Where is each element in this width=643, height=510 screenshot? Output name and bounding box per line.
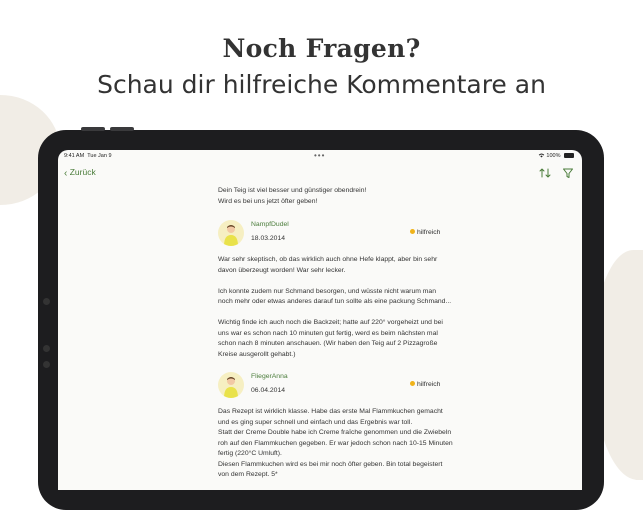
comment-line: roh auf den Flammkuchen gegeben. Er war jedoch schon nach 10-15 Minuten xyxy=(218,439,453,447)
comment-line: uns war es schon nach 10 minuten gut fertig, werd es beim nächsten mal xyxy=(218,329,438,337)
comment-line: Statt der Creme Double habe ich Creme fraîche genommen und die Zwiebeln xyxy=(218,429,452,436)
comment-line: fertig (220°C Umluft). xyxy=(218,450,282,457)
multitasking-dots[interactable]: ••• xyxy=(314,151,326,160)
comment-line: schon nach 8 minuten anschauen. (Wir haben den Teig auf 2 Pizzagroße xyxy=(218,340,438,347)
nav-bar xyxy=(58,164,582,182)
comment-line: Ich konnte zudem nur Schmand besorgen, und wüsste nicht warum man xyxy=(218,287,436,295)
status-right xyxy=(538,153,574,159)
helpful-button[interactable] xyxy=(410,380,440,391)
comment-body xyxy=(218,407,458,481)
comment-list xyxy=(218,186,458,481)
helpful-icon xyxy=(410,229,415,234)
comment-author[interactable]: FliegerAnna xyxy=(251,373,288,380)
sort-icon[interactable] xyxy=(538,166,552,180)
chevron-left-icon: ‹ xyxy=(64,168,68,179)
comment-author[interactable]: NampfDudel xyxy=(251,221,289,228)
status-clock: 9:41 AM xyxy=(64,153,85,159)
status-bar xyxy=(58,150,582,162)
comment-line: Dein Teig ist viel besser und günstiger obendrein! xyxy=(218,187,367,194)
promo-subtitle: Schau dir hilfreiche Kommentare an xyxy=(97,70,546,99)
comment-line: Wird es bei uns jetzt öfter geben! xyxy=(218,197,318,205)
avatar xyxy=(218,220,244,246)
comment-line: War sehr skeptisch, ob das wirklich auch ohne Hefe klappt, aber bin sehr xyxy=(218,256,438,263)
comment-line: Wichtig finde ich auch noch die Backzeit; hatte auf 220° vorgeheizt und bei xyxy=(218,319,443,326)
comment-line: davon überzeugt worden! War sehr lecker. xyxy=(218,266,346,274)
wifi-icon xyxy=(538,153,545,158)
battery-percent: 100% xyxy=(546,153,561,159)
filter-icon[interactable] xyxy=(561,166,575,180)
app-screen xyxy=(58,150,582,490)
comment-line: Diesen Flammkuchen wird es bei mir noch öfter geben. Bin total begeistert xyxy=(218,460,443,468)
side-sensor xyxy=(43,345,50,352)
avatar xyxy=(218,372,244,398)
side-sensor xyxy=(43,361,50,368)
comment-date: 06.04.2014 xyxy=(251,387,286,394)
comment-header xyxy=(218,370,458,404)
volume-button xyxy=(110,127,134,131)
comment-body xyxy=(218,255,458,360)
helpful-label: hilfreich xyxy=(417,381,441,388)
comment-line: noch mehr oder etwas anderes darauf tun sollte als eine packung Schmand... xyxy=(218,298,452,305)
helpful-icon xyxy=(410,381,415,386)
comment-item xyxy=(218,218,458,360)
battery-icon xyxy=(564,153,574,158)
comment-header xyxy=(218,218,458,252)
status-date: Tue Jan 9 xyxy=(87,153,112,159)
comment-item xyxy=(218,370,458,481)
status-time xyxy=(64,153,112,159)
comment-line: und es ging super schnell und einfach und das Ergebnis war toll. xyxy=(218,418,413,426)
side-sensor xyxy=(43,298,50,305)
comment-tail xyxy=(218,186,458,207)
volume-button xyxy=(81,127,105,131)
helpful-button[interactable] xyxy=(410,228,440,239)
back-label: Zurück xyxy=(69,167,96,177)
promo-title: Noch Fragen? xyxy=(222,34,421,63)
comment-line: Kreise ausgerollt gehabt.) xyxy=(218,350,296,358)
comment-line: Das Rezept ist wirklich klasse. Habe das erste Mal Flammkuchen gemacht xyxy=(218,408,443,415)
comment-date: 18.03.2014 xyxy=(251,235,286,242)
helpful-label: hilfreich xyxy=(417,229,441,236)
comment-line: von dem Rezept. 5* xyxy=(218,471,278,478)
back-button[interactable] xyxy=(64,167,96,179)
